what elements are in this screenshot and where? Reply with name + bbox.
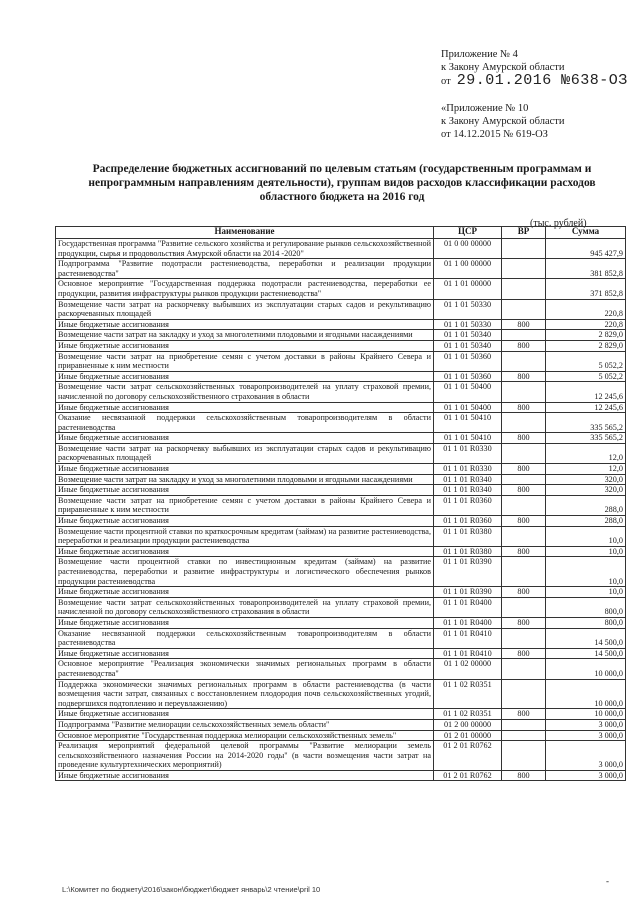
row-vr: 800 [502,546,546,557]
row-sum: 800,0 [546,597,626,617]
row-csr: 01 1 00 00000 [434,259,502,279]
row-csr: 01 1 01 R0340 [434,474,502,485]
row-name: Иные бюджетные ассигнования [56,464,434,475]
row-vr [502,474,546,485]
row-vr [502,443,546,463]
row-name: Реализация мероприятий федеральной целевой программы "Развитие мелиорации земель сельскохозяйственного назначения России на 2014-2020 годы" (в части возмещения части затрат на проведение культуртехнических мероприятий) [56,741,434,771]
table-row [56,719,626,730]
row-vr [502,495,546,515]
row-vr: 800 [502,709,546,720]
row-vr [502,628,546,648]
row-name: Иные бюджетные ассигнования [56,648,434,659]
row-sum: 10,0 [546,557,626,587]
row-csr: 01 1 02 R0351 [434,709,502,720]
header-vr: ВР [502,227,546,239]
row-name: Возмещение части затрат на закладку и уход за многолетними плодовыми и ягодными насаждениями [56,474,434,485]
table-row [56,516,626,527]
row-name: Оказание несвязанной поддержки сельскохозяйственным товаропроизводителям в области растениеводства [56,413,434,433]
row-csr: 01 1 01 50360 [434,371,502,382]
table-row [56,770,626,781]
row-sum: 220,8 [546,299,626,319]
budget-table [55,226,626,781]
row-csr: 01 1 01 50400 [434,382,502,402]
document-title: Распределение бюджетных ассигнований по целевым статьям (государственным программам и непрограммным направлениям деятельности), группам видов расходов классификации расходов областного бюджета на 2016 год [88,163,596,203]
row-sum: 3 000,0 [546,770,626,781]
row-name: Иные бюджетные ассигнования [56,516,434,527]
row-csr: 01 1 01 R0360 [434,516,502,527]
appendix-title: Приложение № 4 [441,49,518,60]
row-csr: 01 2 01 R0762 [434,770,502,781]
row-name: Основное мероприятие "Государственная поддержка подотрасли растениеводства, переработки ее продукции, развития инфраструктуры рынков продукции растениеводства" [56,279,434,299]
table-row [56,526,626,546]
row-sum: 12 245,6 [546,402,626,413]
row-vr [502,557,546,587]
table-row [56,464,626,475]
table-row [56,557,626,587]
table-row [56,597,626,617]
row-vr: 800 [502,340,546,351]
row-vr [502,279,546,299]
table-row [56,709,626,720]
appendix-date-row [441,74,631,88]
units-label: (тыс. рублей) [530,218,587,229]
table-row [56,413,626,433]
row-csr: 01 1 01 R0330 [434,443,502,463]
row-sum: 945 427,9 [546,239,626,259]
table-row [56,433,626,444]
row-vr: 800 [502,402,546,413]
row-name: Иные бюджетные ассигнования [56,485,434,496]
row-sum: 2 829,0 [546,330,626,341]
row-vr: 800 [502,770,546,781]
table-row [56,351,626,371]
row-sum: 10,0 [546,546,626,557]
row-csr: 01 1 01 R0410 [434,628,502,648]
row-vr: 800 [502,464,546,475]
row-name: Основное мероприятие "Реализация экономически значимых региональных программ в области растениеводства" [56,659,434,679]
row-csr: 01 1 01 50340 [434,330,502,341]
row-csr: 01 1 01 50330 [434,299,502,319]
row-csr: 01 1 01 00000 [434,279,502,299]
table-row [56,730,626,741]
row-sum: 12,0 [546,443,626,463]
row-csr: 01 1 01 50360 [434,351,502,371]
table-row [56,741,626,771]
table-row [56,443,626,463]
row-vr [502,659,546,679]
row-name: Подпрограмма "Развитие мелиорации сельскохозяйственных земель области" [56,719,434,730]
header-csr: ЦСР [434,227,502,239]
row-csr: 01 1 01 50330 [434,319,502,330]
row-vr: 800 [502,648,546,659]
row-vr [502,679,546,709]
row-csr: 01 1 01 R0380 [434,546,502,557]
row-csr: 01 1 01 R0330 [434,464,502,475]
table-row [56,659,626,679]
row-csr: 01 1 01 R0390 [434,587,502,598]
row-csr: 01 1 01 50410 [434,413,502,433]
table-body [56,239,626,781]
table-row [56,340,626,351]
row-sum: 12,0 [546,464,626,475]
row-name: Оказание несвязанной поддержки сельскохозяйственным товаропроизводителям в области растениеводства [56,628,434,648]
row-sum: 5 052,2 [546,371,626,382]
row-sum: 3 000,0 [546,730,626,741]
row-vr [502,330,546,341]
table-row [56,279,626,299]
row-csr: 01 1 01 R0410 [434,648,502,659]
table-row [56,587,626,598]
row-csr: 01 2 01 R0762 [434,741,502,771]
row-name: Основное мероприятие "Государственная поддержка мелиорации сельскохозяйственных земель" [56,730,434,741]
header-sum: Сумма [546,227,626,239]
row-name: Иные бюджетные ассигнования [56,770,434,781]
table-row [56,239,626,259]
row-name: Возмещение части затрат на приобретение семян с учетом доставки в районы Крайнего Севера и приравненные к ним местности [56,495,434,515]
row-sum: 371 852,8 [546,279,626,299]
row-vr [502,413,546,433]
row-sum: 2 829,0 [546,340,626,351]
row-sum: 800,0 [546,617,626,628]
row-sum: 12 245,6 [546,382,626,402]
date-prefix: от [441,76,451,87]
row-name: Возмещение части затрат на приобретение семян с учетом доставки в районы Крайнего Севера и приравненные к ним местности [56,351,434,371]
row-sum: 10,0 [546,526,626,546]
table-row [56,382,626,402]
table-row [56,648,626,659]
row-sum: 10,0 [546,587,626,598]
row-vr: 800 [502,516,546,527]
row-vr: 800 [502,319,546,330]
row-sum: 335 565,2 [546,433,626,444]
handwritten-date: 29.01.2016 №638-ОЗ [456,72,628,89]
row-vr [502,741,546,771]
table-row [56,319,626,330]
row-name: Возмещение части процентной ставки по инвестиционным кредитам (займам) на развитие растениеводства, переработки и развитие инфраструктуры и логистического обеспечения рынков продукции растениеводства [56,557,434,587]
row-csr: 01 1 01 R0400 [434,617,502,628]
row-vr [502,719,546,730]
row-csr: 01 0 00 00000 [434,239,502,259]
row-vr [502,351,546,371]
row-sum: 14 500,0 [546,648,626,659]
row-sum: 5 052,2 [546,351,626,371]
appendix-original-law-ref: к Закону Амурской области [441,116,565,127]
table-row [56,371,626,382]
table-row [56,402,626,413]
row-sum: 320,0 [546,485,626,496]
row-csr: 01 1 01 R0360 [434,495,502,515]
table-row [56,485,626,496]
row-vr: 800 [502,485,546,496]
row-sum: 335 565,2 [546,413,626,433]
row-name: Иные бюджетные ассигнования [56,319,434,330]
row-name: Возмещение части затрат на закладку и уход за многолетними плодовыми и ягодными насаждениями [56,330,434,341]
row-vr: 800 [502,371,546,382]
row-csr: 01 1 01 R0390 [434,557,502,587]
row-sum: 320,0 [546,474,626,485]
row-csr: 01 2 01 00000 [434,730,502,741]
table-row [56,330,626,341]
row-sum: 288,0 [546,495,626,515]
row-name: Иные бюджетные ассигнования [56,546,434,557]
row-csr: 01 1 01 50340 [434,340,502,351]
row-name: Возмещение части процентной ставки по краткосрочным кредитам (займам) на развитие растениеводства, переработки и реализации продукции растениеводства [56,526,434,546]
table-header-row [56,227,626,239]
row-name: Иные бюджетные ассигнования [56,371,434,382]
row-vr [502,730,546,741]
row-sum: 381 852,8 [546,259,626,279]
row-sum: 3 000,0 [546,741,626,771]
row-vr [502,526,546,546]
row-csr: 01 1 01 R0340 [434,485,502,496]
row-name: Возмещение части затрат на раскорчевку выбывших из эксплуатации старых садов и рекультивацию раскорчеванных площадей [56,443,434,463]
appendix-original-date: от 14.12.2015 № 619-ОЗ [441,129,548,140]
table-row [56,628,626,648]
header-name: Наименование [56,227,434,239]
row-vr: 800 [502,587,546,598]
row-sum: 3 000,0 [546,719,626,730]
row-vr: 800 [502,433,546,444]
row-name: Иные бюджетные ассигнования [56,617,434,628]
row-csr: 01 1 02 R0351 [434,679,502,709]
row-name: Возмещение части затрат на раскорчевку выбывших из эксплуатации старых садов и рекультивацию раскорчеванных площадей [56,299,434,319]
row-csr: 01 1 01 R0380 [434,526,502,546]
row-vr [502,597,546,617]
row-vr [502,299,546,319]
row-name: Иные бюджетные ассигнования [56,587,434,598]
row-vr [502,382,546,402]
appendix-law-ref: к Закону Амурской области [441,62,565,73]
table-row [56,495,626,515]
row-csr: 01 2 00 00000 [434,719,502,730]
row-sum: 10 000,0 [546,679,626,709]
row-sum: 220,8 [546,319,626,330]
row-sum: 288,0 [546,516,626,527]
row-sum: 10 000,0 [546,659,626,679]
row-vr [502,239,546,259]
row-name: Иные бюджетные ассигнования [56,340,434,351]
row-name: Иные бюджетные ассигнования [56,433,434,444]
row-vr [502,259,546,279]
row-name: Иные бюджетные ассигнования [56,709,434,720]
row-name: Подпрограмма "Развитие подотрасли растениеводства, переработки и реализации продукции растениеводства" [56,259,434,279]
row-name: Возмещение части затрат сельскохозяйственных товаропроизводителей на уплату страховой премии, начисленной по договору сельскохозяйственного страхования в области [56,382,434,402]
row-name: Иные бюджетные ассигнования [56,402,434,413]
row-name: Возмещение части затрат сельскохозяйственных товаропроизводителей на уплату страховой премии, начисленной по договору сельскохозяйственного страхования в области [56,597,434,617]
file-path-footer: L:\Комитет по бюджету\2016\закон\бюджет\бюджет январь\2 чтение\pril 10 [62,885,321,894]
table-row [56,474,626,485]
table-row [56,617,626,628]
row-csr: 01 1 01 50410 [434,433,502,444]
table-row [56,546,626,557]
row-vr: 800 [502,617,546,628]
appendix-original-title: «Приложение № 10 [441,103,529,114]
row-sum: 14 500,0 [546,628,626,648]
table-row [56,259,626,279]
row-csr: 01 1 01 50400 [434,402,502,413]
table-row [56,299,626,319]
table-row [56,679,626,709]
row-name: Поддержка экономически значимых региональных программ в области растениеводства (в части возмещения части затрат, связанных с восстановлением плодородия почв сельскохозяйственных угодий, подвергшихся подтоплению и переувлажнению) [56,679,434,709]
page-mark: - [606,876,609,886]
row-sum: 10 000,0 [546,709,626,720]
appendix-block [441,48,631,141]
row-name: Государственная программа "Развитие сельского хозяйства и регулирование рынков сельскохозяйственной продукции, сырья и продовольствия Амурской области на 2014 -2020" [56,239,434,259]
row-csr: 01 1 02 00000 [434,659,502,679]
row-csr: 01 1 01 R0400 [434,597,502,617]
